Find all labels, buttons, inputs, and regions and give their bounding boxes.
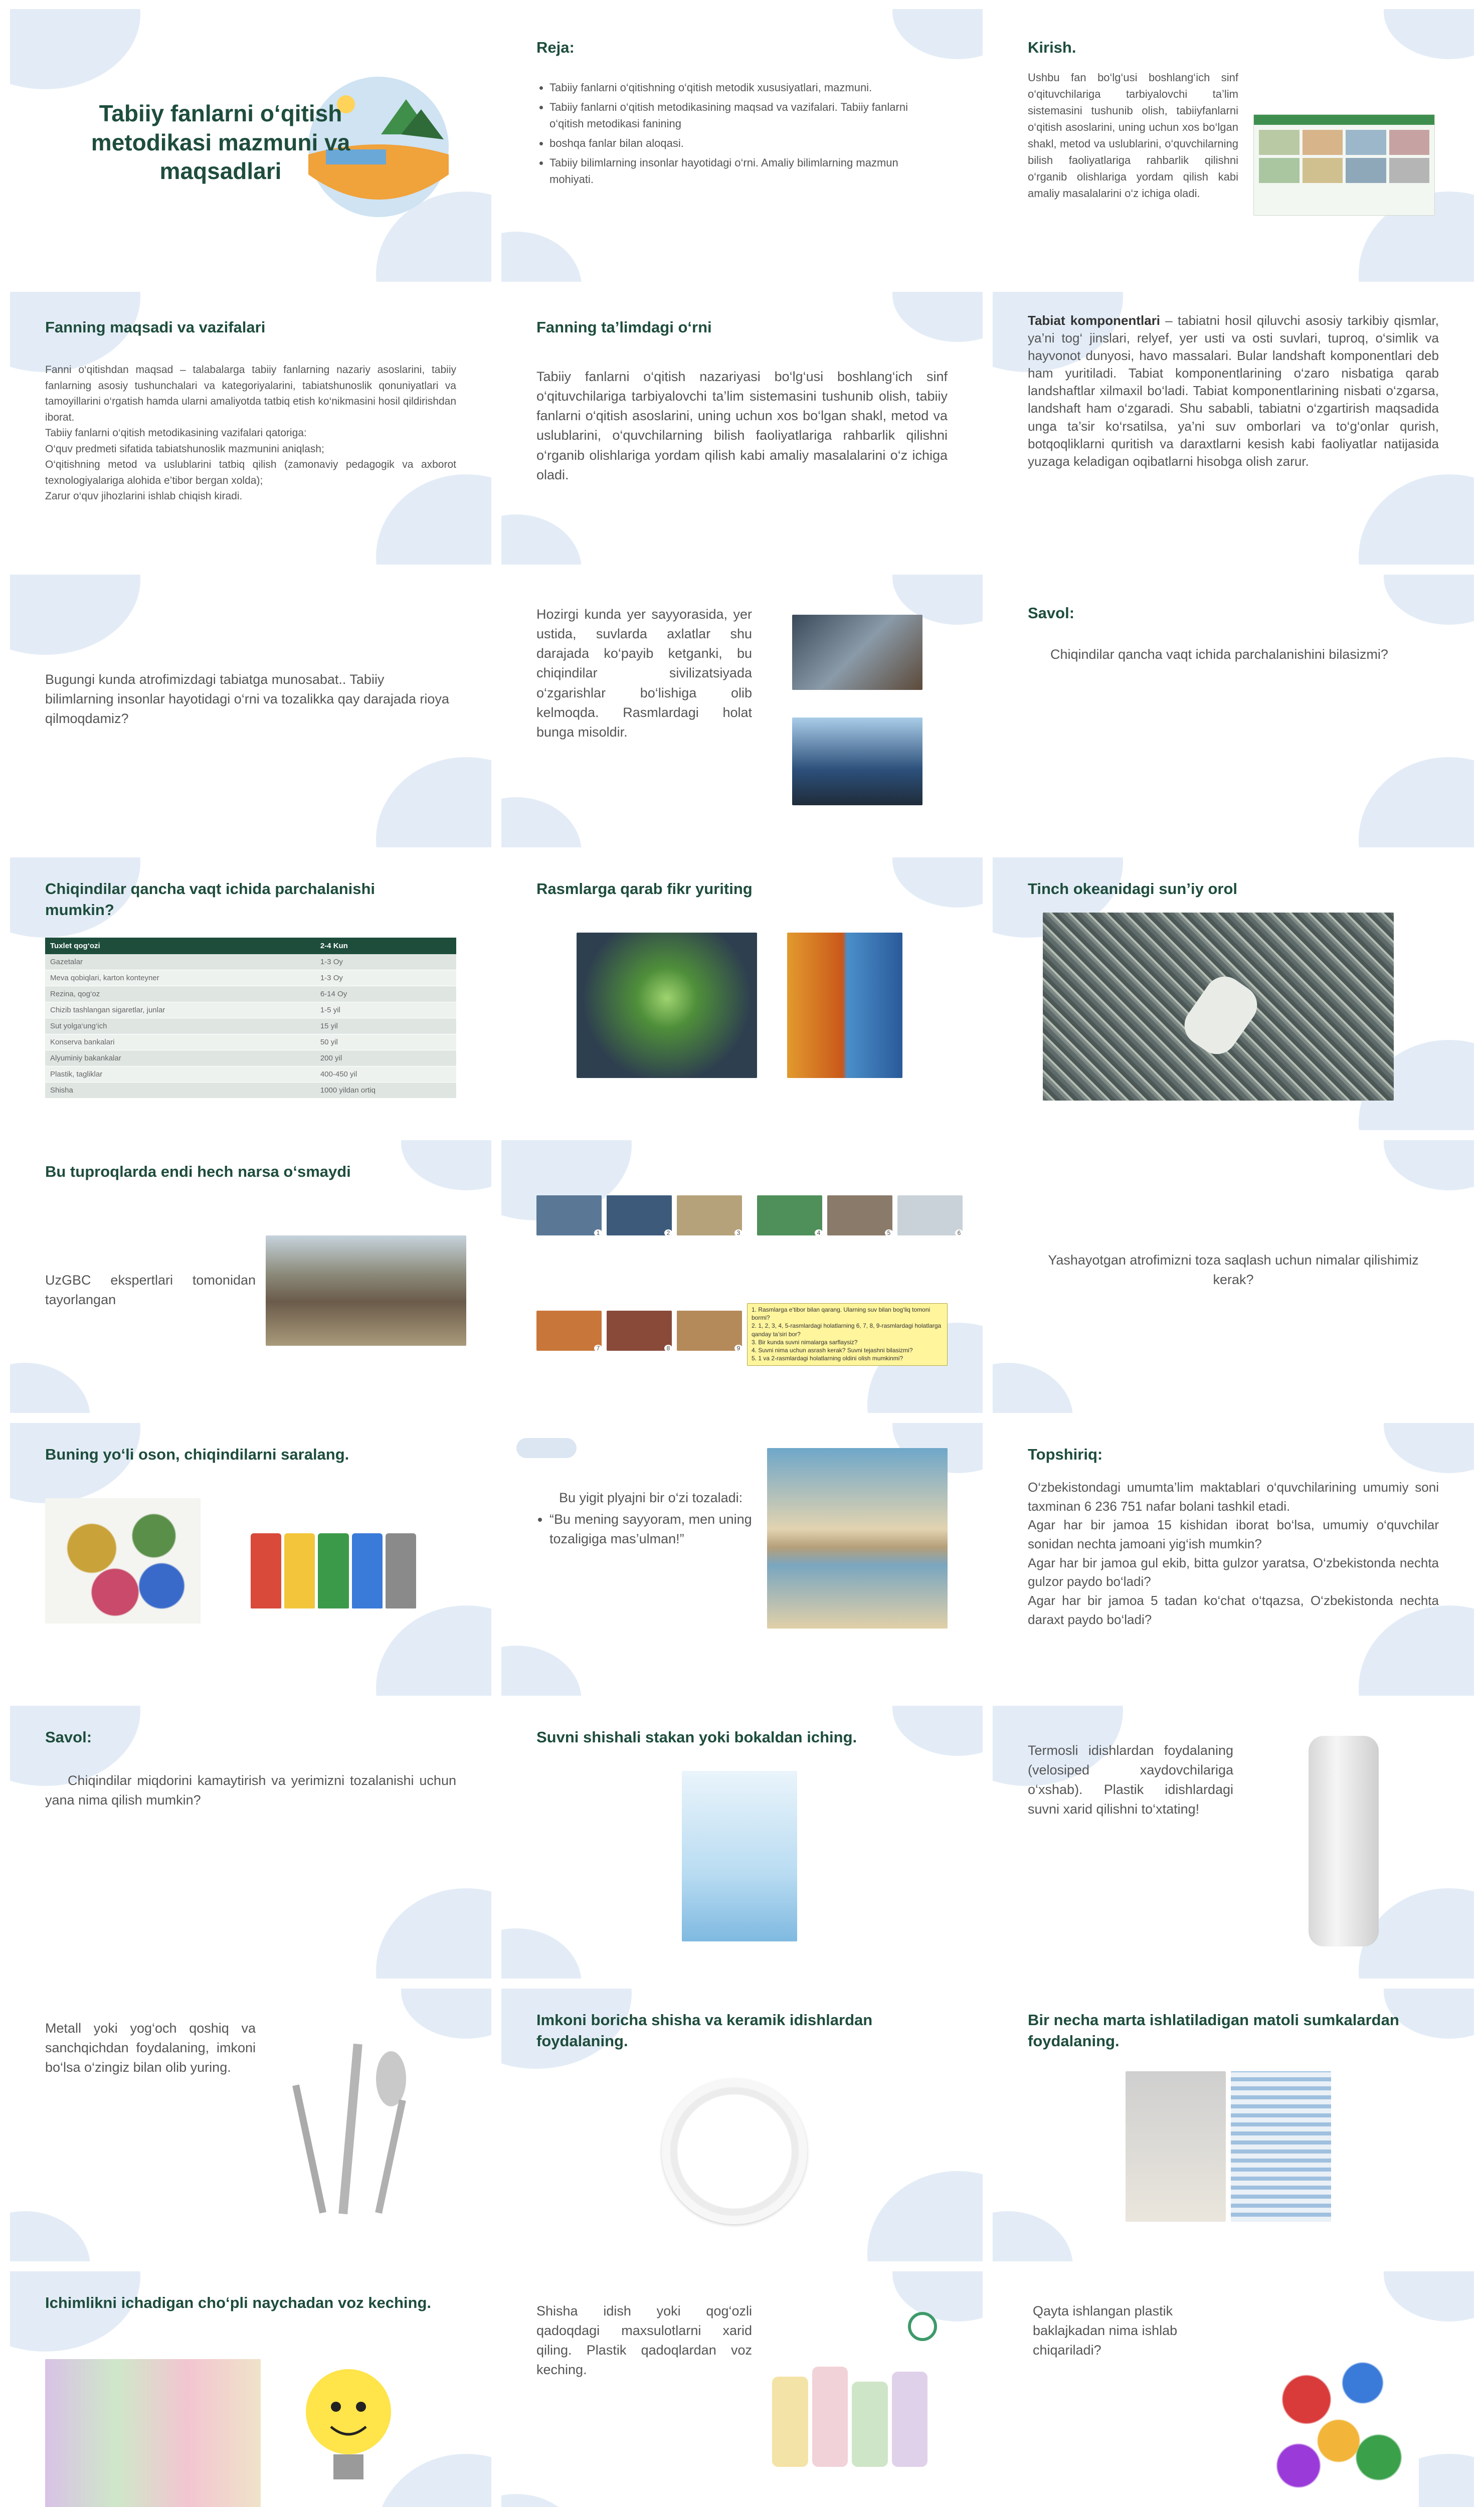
table-row <box>45 1083 456 1099</box>
decor-blob <box>1359 474 1474 565</box>
slide-heading: Fanning maqsadi va vazifalari <box>45 318 266 336</box>
decor-blob <box>376 1888 491 1979</box>
table-row <box>45 1066 456 1083</box>
decor-blob <box>501 514 582 565</box>
photo-number: 9 <box>734 1345 743 1352</box>
slide-title[interactable] <box>10 9 491 282</box>
slide-decompose-table[interactable] <box>10 857 491 1130</box>
intro-text: Ushbu fan bo‘lg‘usi boshlang‘ich sinf o‘qituvchilariga tarbiyalovchi ta’lim sistemasini tushunib olish, tabiiyfanlarni o‘qitish asoslarini, uning uchun xos bo‘lgan shakl, metod va uslublarini, o‘quvchilarning bilish faoliyatlariga rahbarlik qilishni o‘rganib olishlariga yordam qilish kabi amaliy masalalarini o‘z ichiga oladi. <box>1028 71 1238 200</box>
decor-blob <box>867 2171 983 2261</box>
decor-blob <box>1384 1140 1474 1190</box>
screenshot-image <box>1253 114 1435 216</box>
slide-heading: Tinch okeanidagi sun’iy orol <box>1028 880 1238 898</box>
slide-goals[interactable] <box>10 292 491 565</box>
decor-blob <box>501 797 582 847</box>
quiz-photo <box>536 1195 602 1235</box>
photo-number: 8 <box>664 1345 672 1352</box>
table-cell: 6-14 Oy <box>315 986 456 1002</box>
ceramic-plate-image <box>662 2079 807 2224</box>
question-text: Bugungi kunda atrofimizdagi tabiatga munosabat.. Tabiiy bilimlarning insonlar hayotidagi o‘rni va tozalikka qay darajada rioya qilmoqdamiz? <box>45 672 449 727</box>
table-cell: Sut yolga‘ung‘ich <box>45 1018 315 1034</box>
table-row <box>45 1018 456 1034</box>
question-text: Yashayotgan atrofimizni toza saqlash uchun nimalar qilishimiz kerak? <box>1048 1252 1419 1288</box>
quiz-photo <box>677 1195 742 1235</box>
photo-number: 7 <box>594 1345 602 1352</box>
slide-role[interactable] <box>501 292 983 565</box>
table-header: Tuxlet qog‘ozi <box>45 938 315 954</box>
table-cell: Plastik, tagliklar <box>45 1066 315 1083</box>
decor-blob <box>501 1646 582 1696</box>
decomposition-table <box>45 938 456 1099</box>
table-row <box>45 1050 456 1066</box>
slide-heading: Rasmlarga qarab fikr yuriting <box>536 880 753 898</box>
glass-of-water-image <box>682 1771 797 1941</box>
recycle-icon <box>907 2311 938 2342</box>
quiz-question: 3. Bir kunda suvni nimalarga sarflaysiz? <box>752 1338 858 1346</box>
slide-thermos[interactable] <box>993 1706 1474 1979</box>
slide-water-quiz[interactable] <box>501 1140 983 1413</box>
plastic-island-photo <box>1043 913 1394 1101</box>
slide-landfill[interactable] <box>10 1140 491 1413</box>
quiz-photo <box>677 1311 742 1351</box>
slide-plan[interactable] <box>501 9 983 282</box>
table-row <box>45 954 456 970</box>
slide-pacific-island[interactable] <box>993 857 1474 1130</box>
slide-recycled-plastic[interactable] <box>993 2271 1474 2507</box>
slide-cutlery[interactable] <box>10 1989 491 2261</box>
plastic-toys-image <box>1258 2342 1419 2507</box>
table-cell: 15 yil <box>315 1018 456 1034</box>
table-row <box>45 986 456 1002</box>
table-header: 2-4 Kun <box>315 938 456 954</box>
list-item: • Tabiiy fanlarni o‘qitish metodikasining maqsad va vazifalari. Tabiiy fanlarni o‘qitish metodikasi fanining <box>549 99 938 132</box>
earth-in-hands-photo <box>577 933 757 1078</box>
slide-question-nature[interactable] <box>10 575 491 847</box>
table-cell: 1000 yildan ortiq <box>315 1083 456 1099</box>
packaging-text: Shisha idish yoki qog‘ozli qadoqdagi maxsulotlarni xarid qiling. Plastik qadoqlardan voz keching. <box>536 2303 752 2378</box>
quiz-photo <box>607 1195 672 1235</box>
table-cell: 1-5 yil <box>315 1002 456 1018</box>
beach-text <box>536 1488 757 1552</box>
components-text <box>1028 312 1439 470</box>
slide-packaging[interactable] <box>501 2271 983 2507</box>
quiz-photo <box>607 1311 672 1351</box>
role-text: Tabiiy fanlarni o‘qitish nazariyasi bo‘lg‘usi boshlang‘ich sinf o‘qituvchilariga tarbiyalovchi ta’lim sistemasini tushunib olish, tabiiy fanlarni o‘qitish asoslarini, uning uchun xos bo‘lgan shakl, metod va uslublarini, o‘quvchilarning bilish faoliyatlariga rahbarlik qilishni o‘rganib olishlariga yordam qilish kabi amaliy masalalarini o‘z ichiga oladi. <box>536 369 948 482</box>
pollution-text: Hozirgi kunda yer sayyorasida, yer ustida, suvlarda axlatlar shu darajada ko‘payib ketganki, bu chiqindilar sivilizatsiyada o‘zgarishlar bo‘lishiga olib kelmoqda. Rasmlardagi holat bunga misoldir. <box>536 607 752 740</box>
slide-components[interactable] <box>993 292 1474 565</box>
quiz-photo <box>827 1195 892 1235</box>
beach-photo <box>767 1448 948 1629</box>
table-cell: Shisha <box>45 1083 315 1099</box>
beach-intro: Bu yigit plyajni bir o‘zi tozaladi: <box>559 1490 743 1505</box>
table-cell: Gazetalar <box>45 954 315 970</box>
quiz-question: 2. 1, 2, 3, 4, 5-rasmlardagi holatlarning 6, 7, 8, 9-rasmlardagi holatlarga qanday ta’siri bor? <box>752 1322 942 1338</box>
table-cell: 1-3 Oy <box>315 954 456 970</box>
list-item: • boshqa fanlar bilan aloqasi. <box>549 135 938 151</box>
cloud-icon <box>516 1438 577 1458</box>
two-hands-photo <box>787 933 902 1078</box>
task-text: O‘zbekistondagi umumta’lim maktablari o‘quvchilarining umumiy soni taxminan 6 236 751 nafar bolani tashkil etadi. Agar har bir jamoa 15 kishidan iborat bo‘lsa, umumiy o‘quvchilar sonidan nechta jamoani yig‘ish mumkin? Agar har bir jamoa gul ekib, bitta gulzor yaratsa, O‘zbekistonda nechta gulzor paydo bo‘ladi? Agar har bir jamoa 5 tadan ko‘chat o‘tqazsa, O‘zbekistonda nechta daraxt paydo bo‘ladi? <box>1028 1480 1439 1627</box>
slide-heading: Buning yo‘li oson, chiqindilarni saralang. <box>45 1446 349 1463</box>
decor-blob <box>501 1928 582 1979</box>
quiz-photo <box>536 1311 602 1351</box>
recycle-bins-image <box>251 1518 416 1608</box>
components-body: – tabiatni hosil qiluvchi asosiy tarkibiy qismlar, ya’ni tog‘ jinslari, relyef, yer usti va osti suvlari, tuproq, o‘simlik va hayvonot dunyosi, havo massalari. Bular landshaft komponentlari deb ham yuritiladi. Tabiat komponentlarining o‘zaro nisbatiga qarab landshaftlar xilmaxil bo‘ladi. Tabiat komponentlarining nisbati o‘zgarsa, landshaft ham o‘zgaradi. Shu sababli, tabiatni o‘zgartirish maqsadida unga ta’sir ko‘rsatilsa, ya’ni suv omborlari va to‘g‘onlar qurish, botqoqliklarni quritish va daraxtlarni kesish kabi faoliyatlar natijasida yuzaga keladigan oqibatlarni hisobga olish zarur. <box>1028 313 1439 469</box>
list-item: • Tabiiy fanlarni o‘qitishning o‘qitish metodik xususiyatlari, mazmuni. <box>549 79 938 96</box>
slide-straws[interactable] <box>10 2271 491 2507</box>
lightbulb-image <box>291 2357 406 2507</box>
slide-keep-clean[interactable] <box>993 1140 1474 1413</box>
thermos-text: Termosli idishlardan foydalaning (velosiped xaydovchilariga o‘xshab). Plastik idishlardagi suvni xarid qilishni to‘xtating! <box>1028 1743 1233 1817</box>
slide-heading: Suvni shishali stakan yoki bokaldan iching. <box>536 1728 857 1746</box>
decor-blob <box>376 1605 491 1696</box>
slide-sort-waste[interactable] <box>10 1423 491 1696</box>
decor-blob <box>10 9 140 89</box>
slide-task[interactable] <box>993 1423 1474 1696</box>
decor-blob <box>993 1363 1073 1413</box>
decor-blob <box>501 232 582 282</box>
pollution-photo-1 <box>792 615 922 690</box>
decor-blob <box>10 575 140 655</box>
goals-text: Fanni o‘qitishdan maqsad – talabalarga tabiiy fanlarning nazariy asoslarini, tabiiy fanlarning asosiy tushunchalari va kategoriyalarini, tabiatshunoslik qonuniyatlari va tamoyillarini o‘rgatish hamda ularni amaliyotda tatbiq etish ko‘nikmasini hosil qildirishdan iborat. Tabiiy fanlarni o‘qitish metodikasining vazifalari qatoriga: O‘quv predmeti sifatida tabiatshunoslik mazmunini aniqlash; O‘qitishning metod va uslublarini tatbiq qilish (zamonaviy pedagogik va axborot texnologiyalariga alohida e’tibor bergan xolda); Zarur o‘quv jihozlarini ishlab chiqish kiradi. <box>45 364 456 502</box>
slide-think-pictures[interactable] <box>501 857 983 1130</box>
quiz-question: 1. Rasmlarga e’tibor bilan qarang. Ularning suv bilan bog‘liq tomoni bormi? <box>752 1306 931 1322</box>
photo-number: 4 <box>815 1229 823 1236</box>
table-row <box>45 970 456 986</box>
bubble-tea-image <box>45 2359 261 2507</box>
slide-heading: Bir necha marta ishlatiladigan matoli sumkalardan foydalaning. <box>1028 2011 1399 2050</box>
table-cell: Rezina, qog‘oz <box>45 986 315 1002</box>
photo-number: 2 <box>664 1229 672 1236</box>
slide-heading: Reja: <box>536 39 575 56</box>
cloth-bag-image <box>1126 2071 1226 2222</box>
quiz-photo <box>897 1195 963 1235</box>
table-cell: 50 yil <box>315 1034 456 1050</box>
slide-question-decompose[interactable] <box>993 575 1474 847</box>
sorted-waste-image <box>45 1498 201 1624</box>
slide-heading: Kirish. <box>1028 39 1076 56</box>
landfill-photo <box>266 1235 466 1346</box>
glass-jars-image <box>772 2352 928 2467</box>
slide-heading: Chiqindilar qancha vaqt ichida parchalanishi mumkin? <box>45 880 376 919</box>
slide-heading: Savol: <box>1028 604 1075 622</box>
slide-heading: Topshiriq: <box>1028 1446 1103 1463</box>
decor-blob <box>1384 2271 1474 2321</box>
decor-blob <box>1359 757 1474 847</box>
table-cell: Chizib tashlangan sigaretlar, junlar <box>45 1002 315 1018</box>
decor-blob <box>10 1363 90 1413</box>
table-cell: 1-3 Oy <box>315 970 456 986</box>
decor-blob <box>376 757 491 847</box>
quiz-question: 5. 1 va 2-rasmlardagi holatlarning oldini olish mumkinmi? <box>752 1355 903 1362</box>
table-row <box>45 1002 456 1018</box>
slide-grid <box>10 9 1474 2507</box>
table-cell: 400-450 yil <box>315 1066 456 1083</box>
photo-number: 3 <box>734 1229 743 1236</box>
cloth-bag-image <box>1231 2071 1331 2222</box>
photo-number: 5 <box>885 1229 893 1236</box>
quiz-photo <box>757 1195 822 1235</box>
decor-blob <box>993 2211 1073 2261</box>
cutlery-image <box>271 2024 431 2224</box>
list-item: • Tabiiy bilimlarning insonlar hayotidagi o‘rni. Amaliy bilimlarning mazmun mohiyati. <box>549 154 938 188</box>
components-term: Tabiat komponentlari <box>1028 313 1161 328</box>
cutlery-text: Metall yoki yog‘och qoshiq va sanchqichdan foydalaning, imkoni bo‘lsa o‘zingiz bilan olib yuring. <box>45 2021 256 2075</box>
beach-quote: • “Bu mening sayyoram, men uning tozaligiga mas’ulman!” <box>549 1510 757 1549</box>
slide-pollution[interactable] <box>501 575 983 847</box>
photo-number: 6 <box>955 1229 963 1236</box>
slide-heading: Bu tuproqlarda endi hech narsa o‘smaydi <box>45 1163 351 1180</box>
table-row <box>45 1034 456 1050</box>
table-cell: 200 yil <box>315 1050 456 1066</box>
slide-cloth-bags[interactable] <box>993 1989 1474 2261</box>
quiz-questions-box <box>747 1303 948 1366</box>
decor-blob <box>892 2271 983 2321</box>
slide-intro[interactable] <box>993 9 1474 282</box>
slide-heading: Imkoni boricha shisha va keramik idishlardan foydalaning. <box>536 2011 873 2050</box>
slide-question-reduce[interactable] <box>10 1706 491 1979</box>
question-text: Chiqindilar qancha vaqt ichida parchalanishini bilasizmi? <box>1050 647 1388 662</box>
landfill-text: UzGBC ekspertlari tomonidan tayorlangan <box>45 1273 256 1308</box>
table-cell: Meva qobiqlari, karton konteyner <box>45 970 315 986</box>
table-cell: Konserva bankalari <box>45 1034 315 1050</box>
photo-number: 1 <box>594 1229 602 1236</box>
decor-blob <box>10 2211 90 2261</box>
slide-beach-cleaner[interactable] <box>501 1423 983 1696</box>
slide-heading: Fanning ta’limdagi o‘rni <box>536 318 712 336</box>
recycled-text: Qayta ishlangan plastik baklajkadan nima ishlab chiqariladi? <box>1033 2303 1178 2358</box>
pollution-photo-2 <box>792 718 922 805</box>
slide-heading: Ichimlikni ichadigan cho‘pli naychadan voz keching. <box>45 2294 432 2311</box>
page-title: Tabiiy fanlarni o‘qitish metodikasi mazmuni va maqsadlari <box>91 100 350 184</box>
slide-ceramic[interactable] <box>501 1989 983 2261</box>
slide-glass-water[interactable] <box>501 1706 983 1979</box>
quiz-question: 4. Suvni nima uchun asrash kerak? Suvni tejashni bilasizmi? <box>752 1346 913 1354</box>
slide-heading: Savol: <box>45 1728 92 1746</box>
decor-blob <box>501 2494 582 2507</box>
table-cell: Alyuminiy bakankalar <box>45 1050 315 1066</box>
plan-list <box>536 79 938 191</box>
question-text: Chiqindilar miqdorini kamaytirish va yerimizni tozalanishi uchun yana nima qilish mumkin? <box>45 1773 456 1808</box>
thermos-bottle-image <box>1309 1736 1379 1946</box>
